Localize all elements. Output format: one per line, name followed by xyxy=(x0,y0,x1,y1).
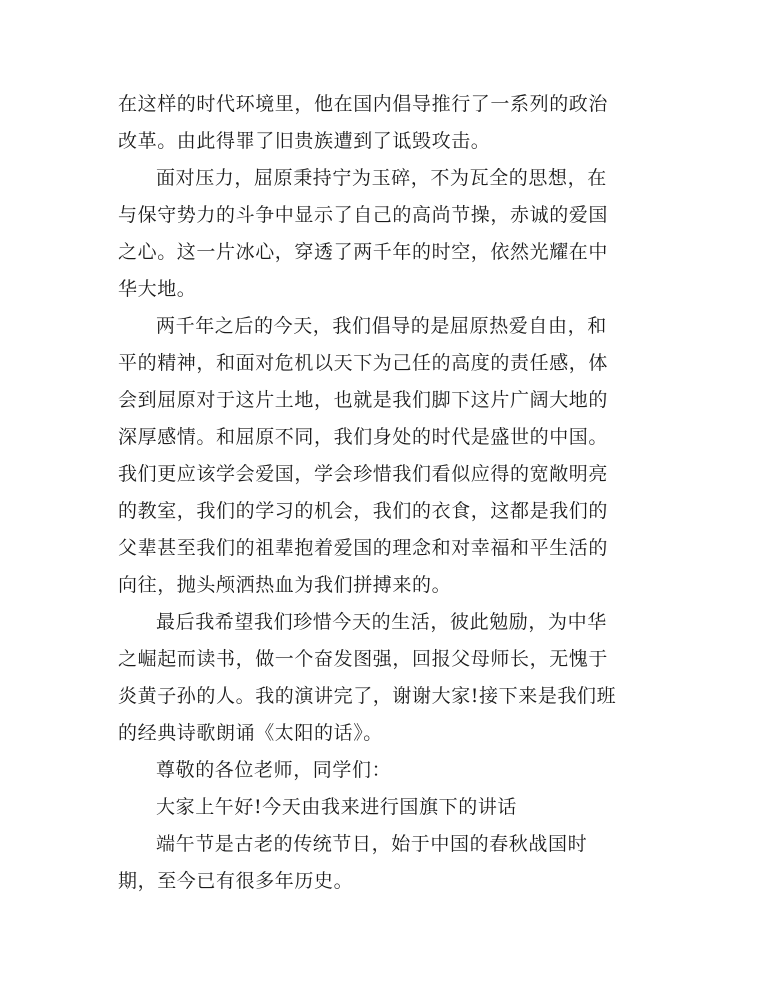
text-line: 会到屈原对于这片土地，也就是我们脚下这片广阔大地的 xyxy=(118,389,609,411)
paragraph xyxy=(118,86,654,160)
text-line: 尊敬的各位老师，同学们： xyxy=(156,759,392,781)
text-line: 期，至今已有很多年历史。 xyxy=(118,870,354,892)
text-line: 面对压力，屈原秉持宁为玉碎，不为瓦全的思想，在 xyxy=(156,167,607,189)
paragraph xyxy=(118,826,654,900)
text-line: 与保守势力的斗争中显示了自己的高尚节操，赤诚的爱国 xyxy=(118,204,609,226)
paragraph xyxy=(118,789,654,826)
text-line: 的经典诗歌朗诵《太阳的话》。 xyxy=(118,722,383,744)
text-line: 向往，抛头颅洒热血为我们拼搏来的。 xyxy=(118,574,452,596)
text-line: 华大地。 xyxy=(118,278,197,300)
paragraph xyxy=(118,160,654,308)
text-line: 改革。由此得罪了旧贵族遭到了诋毁攻击。 xyxy=(118,130,491,152)
text-line: 我们更应该学会爱国，学会珍惜我们看似应得的宽敞明亮 xyxy=(118,463,609,485)
text-line: 在这样的时代环境里，他在国内倡导推行了一系列的政治 xyxy=(118,93,609,115)
paragraph xyxy=(118,752,654,789)
text-line: 平的精神，和面对危机以天下为己任的高度的责任感，体 xyxy=(118,352,609,374)
text-line: 之崛起而读书，做一个奋发图强，回报父母师长，无愧于 xyxy=(118,648,609,670)
text-line: 端午节是古老的传统节日，始于中国的春秋战国时 xyxy=(156,833,588,855)
text-line: 父辈甚至我们的祖辈抱着爱国的理念和对幸福和平生活的 xyxy=(118,537,609,559)
paragraph xyxy=(118,604,654,752)
text-line: 深厚感情。和屈原不同，我们身处的时代是盛世的中国。 xyxy=(118,426,609,448)
document-body xyxy=(118,86,654,900)
paragraph xyxy=(118,308,654,604)
text-line: 最后我希望我们珍惜今天的生活，彼此勉励，为中华 xyxy=(156,611,607,633)
text-line: 两千年之后的今天，我们倡导的是屈原热爱自由，和 xyxy=(156,315,607,337)
text-line: 的教室，我们的学习的机会，我们的衣食，这都是我们的 xyxy=(118,500,609,522)
text-line: 之心。这一片冰心，穿透了两千年的时空，依然光耀在中 xyxy=(118,241,609,263)
text-line: 炎黄子孙的人。我的演讲完了，谢谢大家!接下来是我们班 xyxy=(118,685,617,707)
text-line: 大家上午好!今天由我来进行国旗下的讲话 xyxy=(156,796,518,818)
